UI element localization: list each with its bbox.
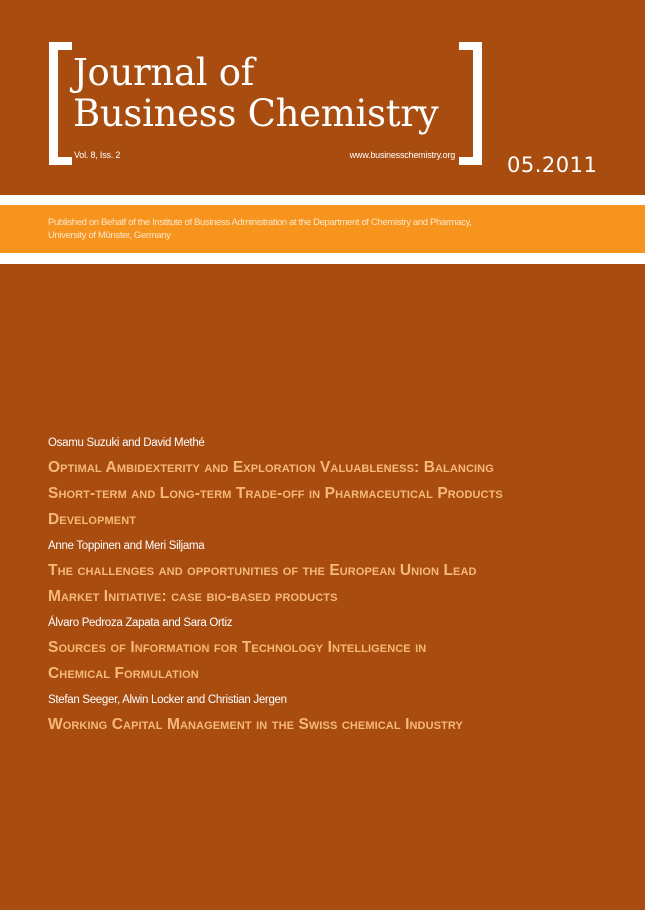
journal-header [0,0,645,195]
article-title[interactable] [48,712,608,738]
journal-title-line2: Business Chemistry [73,92,439,135]
article-authors: Álvaro Pedroza Zapata and Sara Ortiz [48,617,233,629]
article-title[interactable] [48,558,608,610]
right-bracket-decoration [459,42,482,165]
article-title-line: Sources of Information for Technology Intelligence in [48,639,427,656]
article-item[interactable] [48,693,608,738]
article-title-line: Chemical Formulation [48,665,199,682]
white-divider-bottom [0,253,645,264]
article-title-line: The challenges and opportunities of the European Union Lead [48,562,477,579]
article-title-line: Development [48,511,137,528]
article-title-line: Market Initiative: case bio-based products [48,588,338,605]
article-authors: Osamu Suzuki and David Methé [48,437,205,449]
article-list [48,436,608,744]
article-title[interactable] [48,455,608,533]
white-divider-top [0,195,645,205]
issue-date: 05.2011 [507,153,598,177]
journal-title-line1: Journal of [73,51,255,94]
publisher-line1: Published on Behalf of the Institute of Business Administration at the Department of Chemistry and Pharmacy, [48,217,472,228]
article-authors: Anne Toppinen and Meri Siljama [48,540,205,552]
article-item[interactable] [48,436,608,533]
publisher-text [48,216,472,242]
article-title[interactable] [48,635,608,687]
article-title-line: Optimal Ambidexterity and Exploration Valuableness: Balancing [48,459,494,476]
article-title-line: Working Capital Management in the Swiss chemical Industry [48,716,463,733]
article-item[interactable] [48,616,608,687]
journal-url[interactable]: www.businesschemistry.org [349,150,455,160]
article-item[interactable] [48,539,608,610]
left-bracket-decoration [49,42,72,165]
article-authors: Stefan Seeger, Alwin Locker and Christian Jergen [48,694,287,706]
article-title-line: Short-term and Long-term Trade-off in Pharmaceutical Products [48,485,503,502]
publisher-band [0,205,645,253]
publisher-line2: University of Münster, Germany [48,230,171,241]
volume-issue: Vol. 8, Iss. 2 [74,150,121,160]
journal-title [73,52,438,134]
